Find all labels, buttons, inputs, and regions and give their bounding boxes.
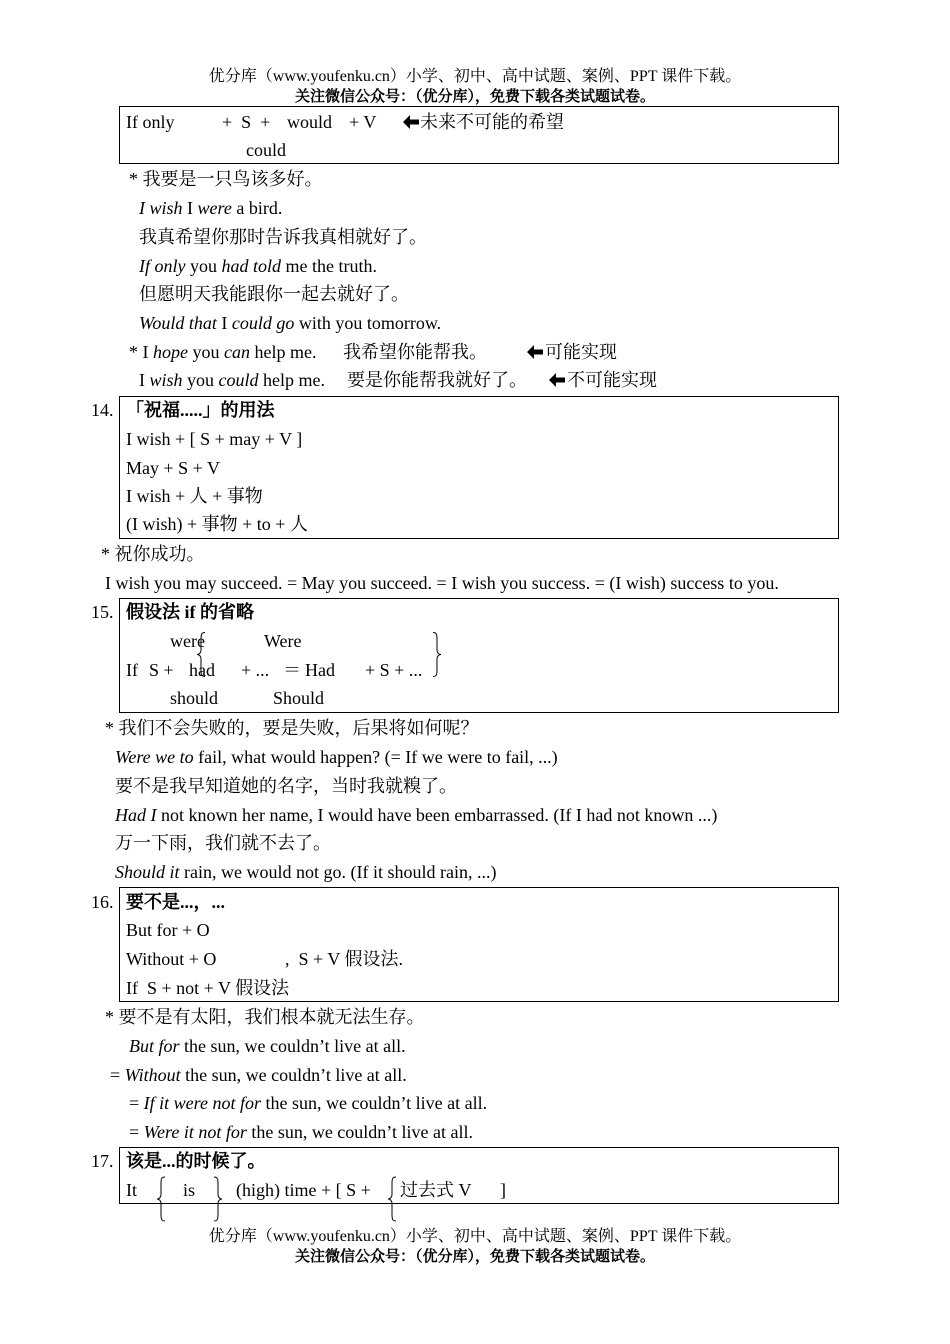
rule-line: I wish + [ S + may + V ] — [126, 429, 303, 449]
text-segment: help me. — [258, 370, 325, 390]
formula-it: It — [126, 1180, 137, 1200]
example-intro-zh: * 要不是有太阳，我们根本就无法生存。 — [105, 1007, 425, 1027]
example-sentence-en — [139, 313, 441, 333]
italic-segment: could go — [231, 313, 295, 333]
example-sentence-en — [129, 1036, 406, 1056]
rule-but-for: But for + O — [126, 920, 210, 940]
left-arrow-icon — [549, 373, 565, 387]
example-sentence-en — [115, 862, 496, 882]
section-title: 该是...的时候了。 — [126, 1151, 266, 1171]
text-segment: = — [110, 1065, 125, 1085]
example-sentence-en — [139, 198, 282, 218]
text-segment: the sun, we couldn’t live at all. — [179, 1036, 406, 1056]
formula-s-plus: S + — [149, 660, 174, 680]
italic-segment: can — [224, 342, 250, 362]
example-sentence-zh: 但愿明天我能跟你一起去就好了。 — [139, 284, 409, 304]
section-number: 15. — [91, 602, 114, 622]
formula-equals: ＝ — [283, 660, 301, 680]
rule-if-not: If S + not + V 假设法 — [126, 978, 290, 998]
text-segment: the sun, we couldn’t live at all. — [180, 1065, 407, 1085]
section-number: 16. — [91, 892, 114, 912]
rule-line: May + S + V — [126, 458, 220, 478]
formula-verb-should: should — [170, 688, 219, 708]
example-sentence-en — [110, 1065, 407, 1085]
contrast-note: 不可能实现 — [567, 370, 657, 390]
text-segment: the sun, we couldn’t live at all. — [246, 1122, 473, 1142]
text-segment: fail, what would happen? (= If we were to fail, ...) — [193, 747, 558, 767]
left-brace — [156, 1176, 166, 1222]
text-segment: the sun, we couldn’t live at all. — [260, 1093, 488, 1113]
formula-tail: + S + ... — [365, 660, 423, 680]
example-sentence-en: I wish you may succeed. = May you succeed. = I wish you success. = (I wish) success to you. — [105, 573, 779, 593]
text-segment: help me. — [250, 342, 317, 362]
text-segment: I — [182, 198, 198, 218]
text-segment: you — [188, 342, 224, 362]
italic-segment: If it were not for — [143, 1093, 261, 1113]
formula-plus-s-plus: + S + — [222, 112, 271, 132]
section-number: 14. — [91, 400, 114, 420]
text-segment: me the truth. — [281, 256, 377, 276]
example-sentence-zh: 我真希望你那时告诉我真相就好了。 — [139, 227, 427, 247]
example-intro-zh: * 祝你成功。 — [101, 544, 205, 564]
italic-segment: I wish — [139, 198, 183, 218]
text-segment: I — [139, 370, 150, 390]
page-footer-line1: 优分库（www.youfenku.cn）小学、初中、高中试题、案例、PPT 课件下载。 — [208, 1228, 742, 1245]
text-segment: rain, we would not go. (If it should rain, ...) — [179, 862, 497, 882]
formula-note: 未来不可能的希望 — [420, 112, 564, 132]
section-title: 要不是...，... — [126, 892, 225, 912]
formula-plus-v: + V — [349, 112, 377, 132]
left-brace — [387, 1176, 397, 1222]
rule-result: , S + V 假设法. — [285, 949, 404, 969]
formula-if-only: If only — [126, 112, 175, 132]
left-arrow-icon — [527, 345, 543, 359]
formula-close-bracket: ] — [500, 1180, 506, 1200]
formula-is: is — [183, 1180, 196, 1200]
formula-inverted-had: Had — [305, 660, 335, 680]
italic-segment: Should it — [115, 862, 180, 882]
rule-without: Without + O — [126, 949, 217, 969]
contrast-sentence-zh: 要是你能帮我就好了。 — [347, 370, 527, 390]
italic-segment: could — [218, 370, 259, 390]
section-number: 17. — [91, 1151, 114, 1171]
example-sentence-en — [139, 256, 377, 276]
italic-segment: hope — [153, 342, 188, 362]
right-brace — [213, 1176, 223, 1222]
italic-segment: had told — [221, 256, 282, 276]
italic-segment: Were we to — [115, 747, 194, 767]
left-brace — [196, 632, 206, 677]
contrast-sentence-en — [129, 342, 316, 362]
contrast-note: 可能实现 — [545, 342, 617, 362]
formula-verb-were: were — [170, 631, 205, 651]
rule-line: (I wish) + 事物 + to + 人 — [126, 514, 308, 534]
formula-plus-dots: + ... — [241, 660, 270, 680]
formula-past-v: 过去式 V — [400, 1180, 472, 1200]
formula-would: would — [287, 112, 332, 132]
text-segment: you — [182, 370, 219, 390]
text-segment: I — [216, 313, 232, 333]
text-segment: you — [185, 256, 222, 276]
section-title: 「祝福.....」的用法 — [126, 400, 275, 420]
text-segment: a bird. — [231, 198, 283, 218]
right-brace — [432, 632, 442, 677]
page-footer-line2: 关注微信公众号：（优分库），免费下载各类试题试卷。 — [294, 1247, 655, 1265]
formula-inverted-were: Were — [264, 631, 302, 651]
example-sentence-en — [129, 1122, 473, 1142]
italic-segment: Had I — [115, 805, 157, 825]
example-intro-zh: * 我们不会失败的，要是失败，后果将如何呢？ — [105, 718, 479, 738]
text-segment: = — [129, 1093, 144, 1113]
example-sentence-zh: 要不是我早知道她的名字，当时我就糗了。 — [115, 776, 457, 796]
text-segment: with you tomorrow. — [294, 313, 442, 333]
italic-segment: Were it not for — [143, 1122, 247, 1142]
text-segment: not known her name, I would have been embarrassed. (If I had not known ...) — [156, 805, 718, 825]
example-sentence-en — [115, 747, 558, 767]
contrast-sentence-en — [139, 370, 325, 390]
page-header-line1: 优分库（www.youfenku.cn）小学、初中、高中试题、案例、PPT 课件下载。 — [208, 68, 742, 85]
section-title: 假设法 if 的省略 — [126, 602, 254, 622]
contrast-sentence-zh: 我希望你能帮我。 — [343, 342, 487, 362]
example-sentence-en — [129, 1093, 487, 1113]
example-sentence-en — [115, 805, 717, 825]
italic-segment: wish — [149, 370, 183, 390]
formula-inverted-should: Should — [273, 688, 325, 708]
italic-segment: But for — [129, 1036, 180, 1056]
italic-segment: Would that — [139, 313, 217, 333]
italic-segment: If only — [139, 256, 186, 276]
formula-if: If — [126, 660, 138, 680]
example-intro-zh: * 我要是一只鸟该多好。 — [129, 169, 323, 189]
example-sentence-zh: 万一下雨，我们就不去了。 — [115, 833, 331, 853]
italic-segment: Without — [124, 1065, 181, 1085]
left-arrow-icon — [403, 115, 419, 129]
formula-could: could — [246, 140, 286, 160]
text-segment: = — [129, 1122, 144, 1142]
rule-line: I wish + 人 + 事物 — [126, 486, 263, 506]
italic-segment: were — [197, 198, 232, 218]
formula-high-time: (high) time + [ S + — [236, 1180, 371, 1200]
formula-verb-had: had — [189, 660, 215, 680]
page-header-line2: 关注微信公众号：（优分库），免费下载各类试题试卷。 — [294, 87, 655, 105]
text-segment: * I — [129, 342, 153, 362]
